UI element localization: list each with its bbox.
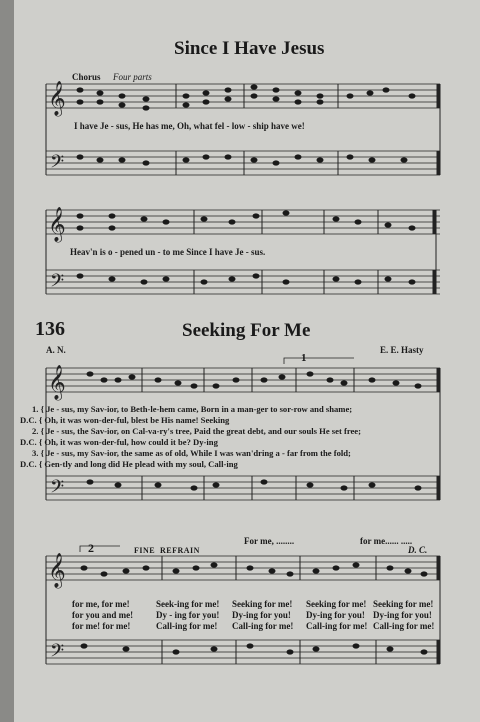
verse-1-dc: D.C. { Oh, it was won-der-ful, blest be His name! Seeking (20, 415, 230, 425)
hymn1-lyrics-line1: I have Je - sus, He has me, Oh, what fel - low - ship have we! (74, 121, 305, 131)
refrain-line2-col4: Dy-ing for you! (306, 610, 365, 620)
refrain-label: REFRAIN (160, 546, 200, 555)
svg-text:𝄞: 𝄞 (48, 81, 66, 116)
refrain-line2-col3: Dy-ing for you! (232, 610, 291, 620)
refrain-echo-right: for me...... ..... (360, 536, 413, 546)
svg-text:𝄞: 𝄞 (48, 553, 66, 588)
fine-label: FINE (134, 546, 156, 555)
refrain-line1-col1: for me, for me! (72, 599, 130, 609)
refrain-line2-col1: for you and me! (72, 610, 134, 620)
refrain-line1-col5: Seeking for me! (373, 599, 434, 609)
refrain-echo-left: For me, ........ (244, 536, 295, 546)
dc-label: D. C. (408, 545, 428, 555)
refrain-line3-col5: Call-ing for me! (373, 621, 435, 631)
clef-glyphs (48, 81, 66, 666)
verse-2-dc: D.C. { Oh, it was won-der-ful, how could it be? Dy-ing (20, 437, 218, 447)
refrain-line3-col2: Call-ing for me! (156, 621, 218, 631)
refrain-line2-col2: Dy - ing for you! (156, 610, 220, 620)
first-ending-number: 1 (301, 352, 307, 364)
svg-text:𝄢: 𝄢 (50, 152, 65, 177)
svg-text:𝄢: 𝄢 (50, 477, 65, 502)
staff-lines (46, 84, 440, 664)
refrain-line3-col1: for me! for me! (72, 621, 131, 631)
music-author: E. E. Hasty (380, 345, 424, 355)
second-ending-number: 2 (88, 541, 94, 555)
svg-text:𝄢: 𝄢 (50, 641, 65, 666)
refrain-line3-col4: Call-ing for me! (306, 621, 368, 631)
refrain-line1-col2: Seek-ing for me! (156, 599, 220, 609)
hymn-title: Seeking For Me (182, 320, 311, 341)
words-author: A. N. (46, 345, 66, 355)
hymn1-lyrics-line2: Heav'n is o - pened un - to me Since I have Je - sus. (70, 247, 266, 257)
refrain-line1-col3: Seeking for me! (232, 599, 293, 609)
refrain-line2-col5: Dy-ing for you! (373, 610, 432, 620)
svg-text:𝄞: 𝄞 (48, 365, 66, 400)
verse-3: 3. { Je - sus, my Sav-ior, the same as of old, While I was wan'dring a - far from the fold; (32, 448, 351, 458)
verse-2: 2. { Je - sus, the Sav-ior, on Cal-va-ry's tree, Paid the great debt, and our souls He set free; (32, 426, 361, 436)
chorus-label: Chorus (72, 72, 101, 82)
parts-label: Four parts (113, 72, 152, 82)
hymn-title: Since I Have Jesus (174, 38, 325, 59)
hymn-number: 136 (35, 318, 65, 340)
refrain-line1-col4: Seeking for me! (306, 599, 367, 609)
svg-text:𝄞: 𝄞 (48, 207, 66, 242)
refrain-line3-col3: Call-ing for me! (232, 621, 294, 631)
verse-1: 1. { Je - sus, my Sav-ior, to Beth-le-hem came, Born in a man-ger to sor-row and shame; (32, 404, 353, 414)
verse-3-dc: D.C. { Gen-tly and long did He plead with my soul, Call-ing (20, 459, 238, 469)
svg-text:𝄢: 𝄢 (50, 271, 65, 296)
